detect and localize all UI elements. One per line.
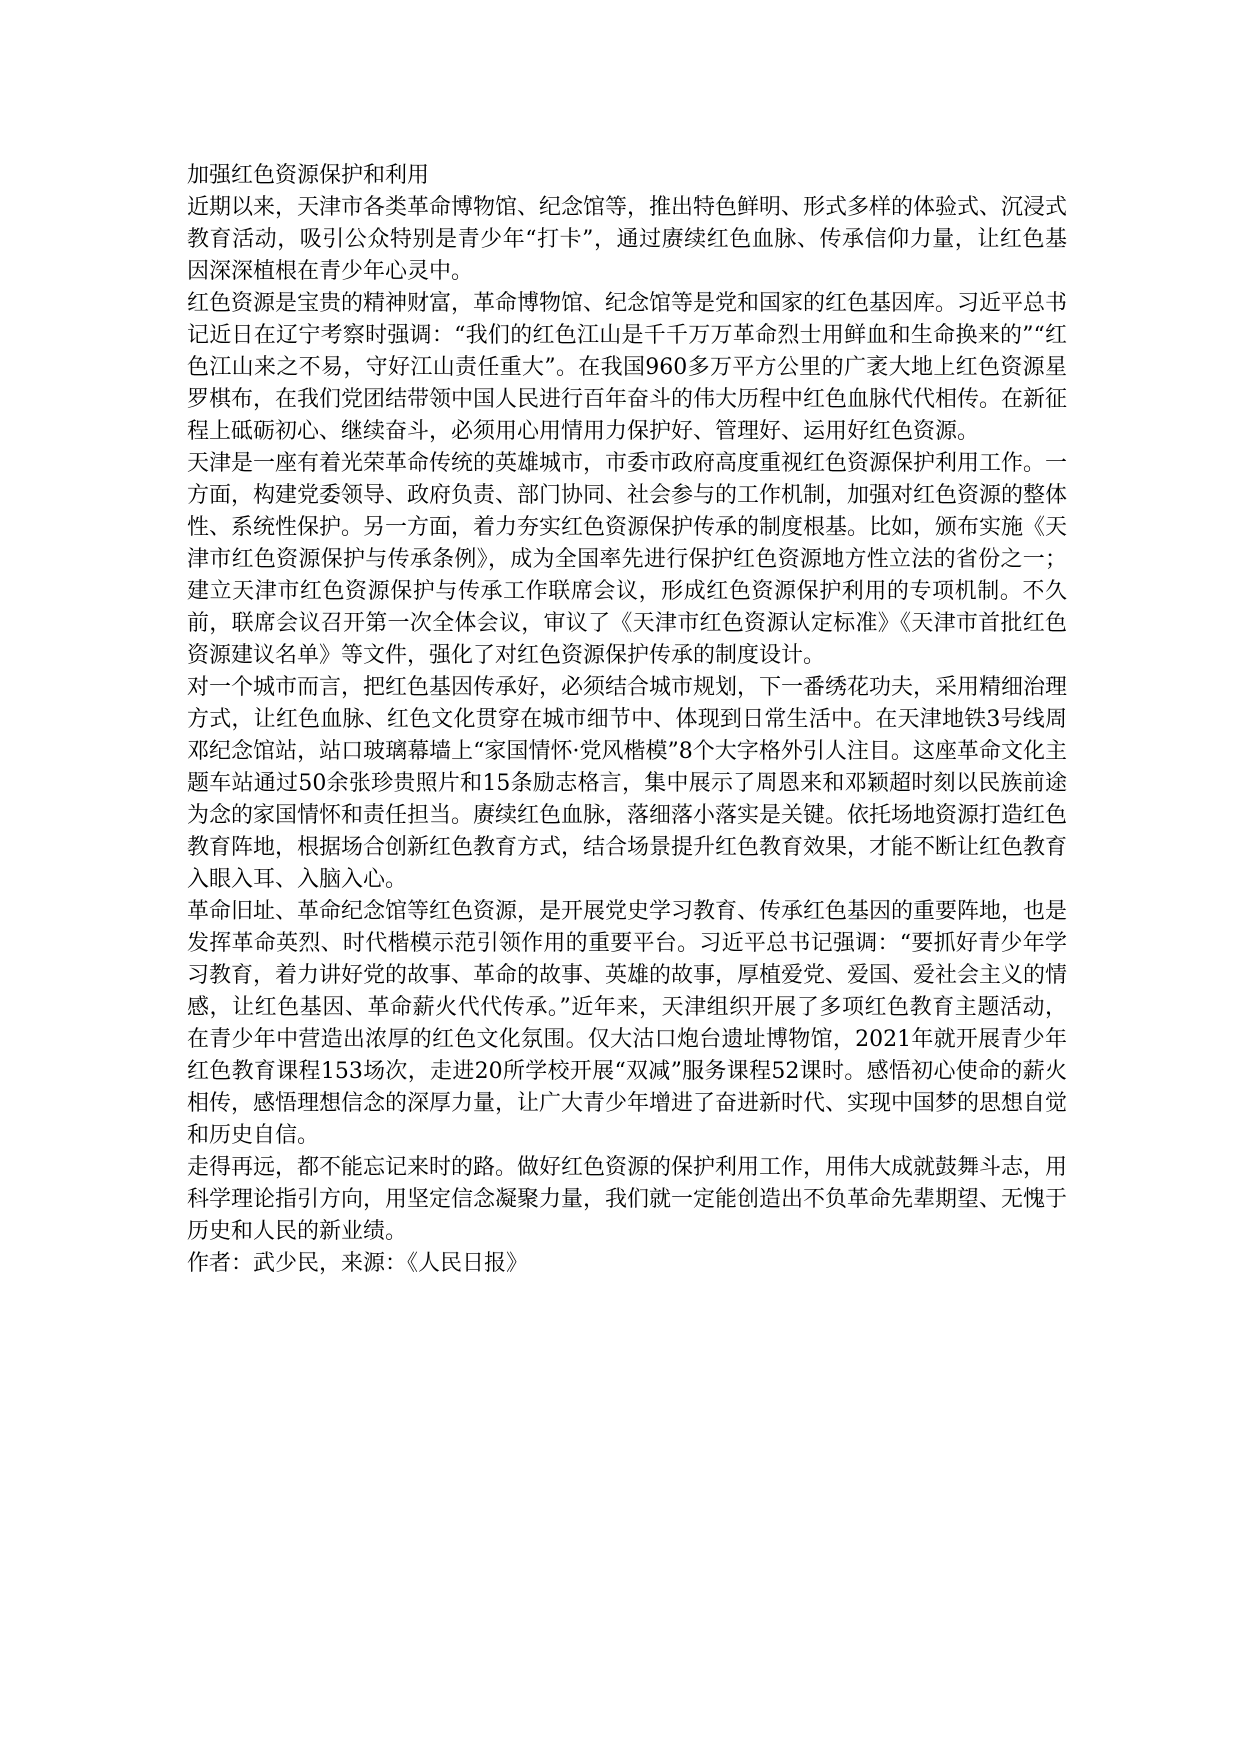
byline: 作者：武少民，来源：《人民日报》 xyxy=(187,1251,529,1276)
paragraph-2: 红色资源是宝贵的精神财富，革命博物馆、纪念馆等是党和国家的红色基因库。习近平总书记近日在辽宁考察时强调：“我们的红色江山是千千万万革命烈士用鲜血和生命换来的”“红色江山来之不易，守好江山责任重大”。在我国960多万平方公里的广袤大地上红色资源星罗棋布，在我们党团结带领中国人民进行百年奋斗的伟大历程中红色血脉代代相传。在新征程上砥砺初心、继续奋斗，必须用心用情用力保护好、管理好、运用好红色资源。 xyxy=(187,291,1068,444)
paragraph-4: 对一个城市而言，把红色基因传承好，必须结合城市规划，下一番绣花功夫，采用精细治理方式，让红色血脉、红色文化贯穿在城市细节中、体现到日常生活中。在天津地铁3号线周邓纪念馆站，站口玻璃幕墙上“家国情怀·党风楷模”8个大字格外引人注目。这座革命文化主题车站通过50余张珍贵照片和15条励志格言，集中展示了周恩来和邓颖超时刻以民族前途为念的家国情怀和责任担当。赓续红色血脉，落细落小落实是关键。依托场地资源打造红色教育阵地，根据场合创新红色教育方式，结合场景提升红色教育效果，才能不断让红色教育入眼入耳、入脑入心。 xyxy=(187,675,1068,892)
paragraph-5: 革命旧址、革命纪念馆等红色资源，是开展党史学习教育、传承红色基因的重要阵地，也是发挥革命英烈、时代楷模示范引领作用的重要平台。习近平总书记强调：“要抓好青少年学习教育，着力讲好党的故事、革命的故事、英雄的故事，厚植爱党、爱国、爱社会主义的情感，让红色基因、革命薪火代代传承。”近年来，天津组织开展了多项红色教育主题活动，在青少年中营造出浓厚的红色文化氛围。仅大沽口炮台遗址博物馆，2021年就开展青少年红色教育课程153场次，走进20所学校开展“双减”服务课程52课时。感悟初心使命的薪火相传，感悟理想信念的深厚力量，让广大青少年增进了奋进新时代、实现中国梦的思想自觉和历史自信。 xyxy=(187,899,1068,1148)
article-body xyxy=(187,160,1067,1280)
paragraph-3: 天津是一座有着光荣革命传统的英雄城市，市委市政府高度重视红色资源保护利用工作。一方面，构建党委领导、政府负责、部门协同、社会参与的工作机制，加强对红色资源的整体性、系统性保护。另一方面，着力夯实红色资源保护传承的制度根基。比如，颁布实施《天津市红色资源保护与传承条例》，成为全国率先进行保护红色资源地方性立法的省份之一；建立天津市红色资源保护与传承工作联席会议，形成红色资源保护利用的专项机制。不久前，联席会议召开第一次全体会议，审议了《天津市红色资源认定标准》《天津市首批红色资源建议名单》等文件，强化了对红色资源保护传承的制度设计。 xyxy=(187,451,1068,668)
paragraph-6: 走得再远，都不能忘记来时的路。做好红色资源的保护利用工作，用伟大成就鼓舞斗志，用科学理论指引方向，用坚定信念凝聚力量，我们就一定能创造出不负革命先辈期望、无愧于历史和人民的新业绩。 xyxy=(187,1155,1068,1244)
paragraph-1: 近期以来，天津市各类革命博物馆、纪念馆等，推出特色鲜明、形式多样的体验式、沉浸式教育活动，吸引公众特别是青少年“打卡”，通过赓续红色血脉、传承信仰力量，让红色基因深深植根在青少年心灵中。 xyxy=(187,195,1068,284)
article-title: 加强红色资源保护和利用 xyxy=(187,163,430,188)
